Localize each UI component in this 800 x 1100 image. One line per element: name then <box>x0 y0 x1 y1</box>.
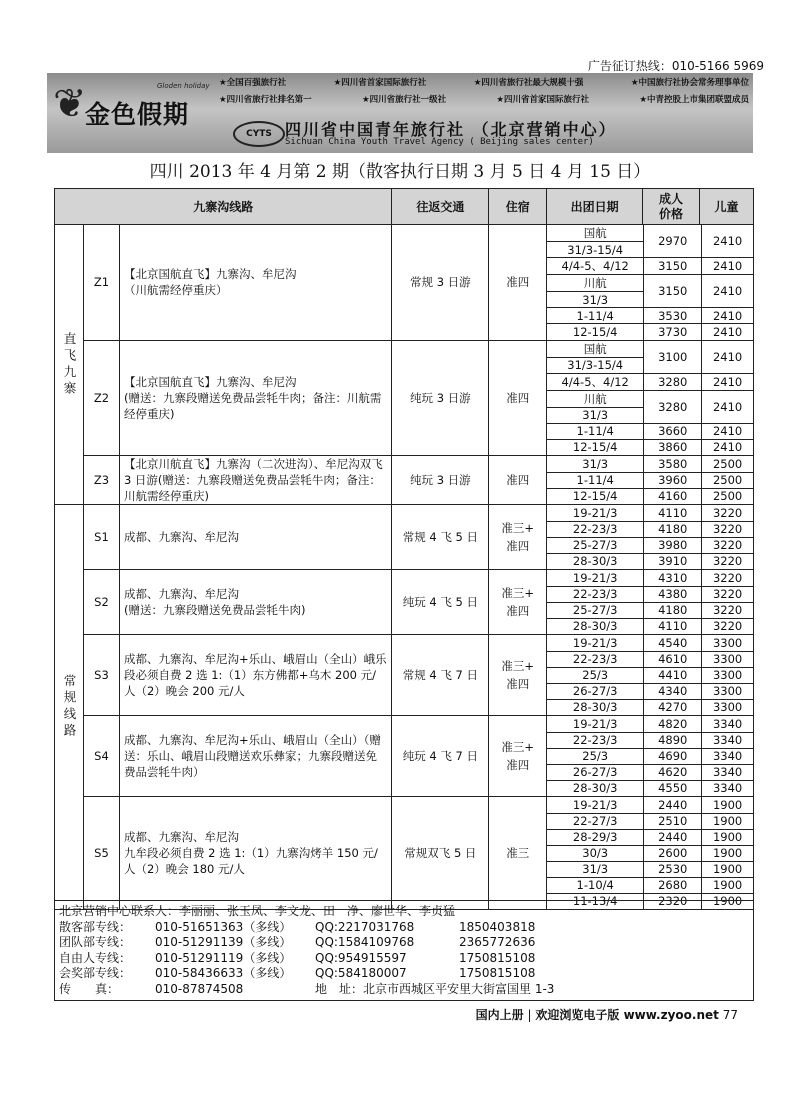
date-row <box>547 813 753 829</box>
departure-date: 4/4-5、4/12 <box>547 373 644 390</box>
route-description: 成都、九寨沟、牟尼沟 <box>119 505 392 570</box>
route-description: 成都、九寨沟、牟尼沟 (赠送：九寨段赠送免费品尝牦牛肉) <box>119 570 392 635</box>
date-row <box>547 308 753 324</box>
date-row <box>547 570 753 586</box>
date-row <box>547 602 753 618</box>
date-row <box>547 521 753 537</box>
departure-date: 31/3-15/4 <box>547 357 644 373</box>
contact-extra: 1750815108 <box>459 950 536 965</box>
date-row <box>547 456 753 472</box>
route-row <box>55 570 754 635</box>
adult-price: 3100 <box>644 341 702 374</box>
date-price-cell <box>547 797 754 910</box>
date-price-cell <box>547 456 754 505</box>
header-child-price: 儿童 <box>700 189 754 225</box>
date-row <box>547 797 753 813</box>
route-description: 【北京川航直飞】九寨沟（二次进沟）、牟尼沟双飞 3 日游(赠送：九寨段赠送免费品尝牦牛肉；备注：川航需经停重庆) <box>119 456 392 505</box>
departure-date: 11-13/4 <box>547 893 644 909</box>
contact-label: 自由人专线： <box>59 950 132 965</box>
adult-price: 4310 <box>644 570 702 586</box>
departure-date: 国航 <box>583 226 607 240</box>
date-row <box>547 324 753 340</box>
contact-phone: 010-51291139（多线） <box>155 935 292 950</box>
contact-line <box>59 935 749 951</box>
departure-date: 22-23/3 <box>547 651 644 667</box>
child-price: 3300 <box>702 683 753 699</box>
route-row <box>55 716 754 797</box>
route-transport: 纯玩 4 飞 5 日 <box>392 570 489 635</box>
adult-price: 2530 <box>644 861 702 877</box>
footer-separator: | <box>527 1008 532 1022</box>
claim: ★四川省旅行社最大规模十强 <box>473 78 584 88</box>
departure-date: 1-11/4 <box>547 308 644 324</box>
child-price: 2410 <box>702 258 753 275</box>
child-price: 3340 <box>702 748 753 764</box>
adult-price: 4270 <box>644 699 702 715</box>
departure-date: 12-15/4 <box>547 488 644 504</box>
date-price-list <box>547 341 753 456</box>
contact-extra: 2365772636 <box>459 935 536 950</box>
date-price-cell <box>547 635 754 716</box>
company-name: 四川省中国青年旅行社 （北京营销中心） <box>285 120 617 139</box>
contact-label: 会奖部专线： <box>59 966 132 981</box>
departure-date: 31/3 <box>547 861 644 877</box>
child-price: 3220 <box>702 586 753 602</box>
adult-price: 4690 <box>644 748 702 764</box>
child-price: 3220 <box>702 570 753 586</box>
footer-section: 国内上册 <box>475 1008 524 1022</box>
contact-qq: QQ:1584109768 <box>315 935 415 950</box>
departure-date: 川航 <box>547 275 644 292</box>
route-description: 成都、九寨沟、牟尼沟+乐山、峨眉山（全山）峨乐段必须自费 2 选 1:（1）东方佛都+乌木 200 元/人（2）晚会 200 元/人 <box>119 635 392 716</box>
header-route: 九寨沟线路 <box>55 189 392 225</box>
child-price: 1900 <box>702 845 753 861</box>
adult-price: 3660 <box>644 423 702 439</box>
route-hotel: 准三+ 准四 <box>489 505 547 570</box>
contact-label: 散客部专线： <box>59 919 132 934</box>
date-row <box>547 732 753 748</box>
date-row <box>547 423 753 439</box>
child-price: 3340 <box>702 780 753 796</box>
child-price: 2410 <box>702 275 753 308</box>
date-row <box>547 877 753 893</box>
child-price: 3220 <box>702 553 753 569</box>
adult-price: 4380 <box>644 586 702 602</box>
departure-date: 28-30/3 <box>547 699 644 715</box>
adult-price: 3150 <box>644 258 702 275</box>
date-price-cell <box>547 340 754 456</box>
departure-date: 31/3 <box>547 292 644 308</box>
date-row <box>547 225 753 242</box>
route-hotel: 准三+ 准四 <box>489 570 547 635</box>
route-hotel: 准四 <box>489 340 547 456</box>
child-price: 3340 <box>702 732 753 748</box>
child-price: 1900 <box>702 861 753 877</box>
fax-label: 传 真： <box>59 981 120 996</box>
price-table <box>54 188 754 910</box>
date-row <box>547 258 753 275</box>
departure-date: 19-21/3 <box>572 635 618 650</box>
date-price-cell <box>547 570 754 635</box>
child-price: 1900 <box>702 797 753 813</box>
date-price-list <box>547 716 753 796</box>
child-price: 2410 <box>702 423 753 439</box>
adult-price: 3280 <box>644 390 702 423</box>
child-price: 2500 <box>702 456 753 472</box>
contact-qq: QQ:954915597 <box>315 950 407 965</box>
contact-qq: QQ:584180007 <box>315 966 407 981</box>
adult-price: 2510 <box>644 813 702 829</box>
child-price: 1900 <box>702 877 753 893</box>
date-price-list <box>547 570 753 634</box>
date-row <box>547 829 753 845</box>
date-price-cell <box>547 505 754 570</box>
child-price: 2500 <box>702 472 753 488</box>
date-row <box>547 667 753 683</box>
page-title: 四川 2013 年 4 月第 2 期（散客执行日期 3 月 5 日 4 月 15 日） <box>149 162 651 182</box>
adult-price: 4820 <box>644 716 702 732</box>
adult-price: 3960 <box>644 472 702 488</box>
adult-price: 2440 <box>644 797 702 813</box>
contact-extra: 1850403818 <box>459 919 536 934</box>
page-number: 77 <box>722 1008 738 1022</box>
child-price: 2500 <box>702 488 753 504</box>
date-row <box>547 683 753 699</box>
child-price: 3220 <box>702 537 753 553</box>
route-transport: 常规 4 飞 7 日 <box>392 635 489 716</box>
route-hotel: 准四 <box>489 456 547 505</box>
departure-date: 25/3 <box>547 748 644 764</box>
date-row <box>547 780 753 796</box>
child-price: 3340 <box>702 764 753 780</box>
contact-line <box>59 951 749 967</box>
route-hotel: 准三 <box>489 797 547 910</box>
departure-date: 川航 <box>547 390 644 407</box>
departure-date: 1-11/4 <box>547 472 644 488</box>
departure-date: 28-30/3 <box>547 553 644 569</box>
header-date: 出团日期 <box>547 189 643 225</box>
route-row <box>55 505 754 570</box>
date-price-list <box>547 456 753 504</box>
child-price: 2410 <box>702 225 753 258</box>
child-price: 2410 <box>702 341 753 374</box>
route-code: S3 <box>83 635 119 716</box>
route-row <box>55 225 754 341</box>
departure-date: 19-21/3 <box>572 797 618 812</box>
adult-price: 2320 <box>644 893 702 909</box>
departure-date: 25-27/3 <box>547 537 644 553</box>
date-row <box>547 845 753 861</box>
child-price: 2410 <box>702 390 753 423</box>
adult-price: 4610 <box>644 651 702 667</box>
date-row <box>547 341 753 358</box>
adult-price: 3150 <box>644 275 702 308</box>
date-row <box>547 553 753 569</box>
page-footer <box>476 1006 738 1023</box>
adult-price: 2970 <box>644 225 702 258</box>
footer-text: 欢迎浏览电子版 www.zyoo.net <box>535 1008 719 1022</box>
departure-date: 12-15/4 <box>547 324 644 340</box>
contact-people: 北京营销中心联系人：李丽丽、张玉凤、李文龙、田 净、廖世华、李贞猛 <box>59 904 456 918</box>
date-row <box>547 275 753 292</box>
claim: ★全国百强旅行社 <box>219 78 287 88</box>
claim: ★四川省旅行社一级社 <box>361 95 447 105</box>
route-code: S2 <box>83 570 119 635</box>
header-banner <box>47 73 753 153</box>
fax-number: 010-87874508 <box>155 981 244 996</box>
date-row <box>547 505 753 521</box>
adult-price: 4540 <box>644 635 702 651</box>
logo-english: Gloden holiday <box>157 82 210 90</box>
adult-price: 3530 <box>644 308 702 324</box>
adult-price: 4340 <box>644 683 702 699</box>
departure-date: 19-21/3 <box>572 505 618 520</box>
route-code: Z2 <box>83 340 119 456</box>
claim: ★四川省旅行社排名第一 <box>219 95 312 105</box>
route-description: 【北京国航直飞】九寨沟、牟尼沟 （川航需经停重庆） <box>119 225 392 341</box>
departure-date: 25-27/3 <box>547 602 644 618</box>
departure-date: 19-21/3 <box>572 570 618 585</box>
route-transport: 纯玩 4 飞 7 日 <box>392 716 489 797</box>
ad-hotline: 广告征订热线：010-5166 5969 <box>587 59 764 73</box>
adult-price: 3860 <box>644 439 702 455</box>
route-description: 【北京国航直飞】九寨沟、牟尼沟 (赠送：九寨段赠送免费品尝牦牛肉；备注：川航需经停重庆) <box>119 340 392 456</box>
route-code: Z1 <box>83 225 119 341</box>
date-row <box>547 748 753 764</box>
departure-date: 22-23/3 <box>547 521 644 537</box>
child-price: 3340 <box>702 716 753 732</box>
date-row <box>547 537 753 553</box>
child-price: 3220 <box>702 521 753 537</box>
adult-price: 2440 <box>644 829 702 845</box>
adult-price: 4180 <box>644 602 702 618</box>
adult-price: 4550 <box>644 780 702 796</box>
departure-date: 30/3 <box>547 845 644 861</box>
adult-price: 4180 <box>644 521 702 537</box>
date-row <box>547 716 753 732</box>
date-price-list <box>547 797 753 909</box>
contact-line <box>59 966 749 982</box>
date-row <box>547 635 753 651</box>
date-row <box>547 373 753 390</box>
contact-phone: 010-51291119（多线） <box>155 950 292 965</box>
adult-price: 3980 <box>644 537 702 553</box>
departure-date: 28-30/3 <box>547 618 644 634</box>
departure-date: 26-27/3 <box>547 683 644 699</box>
child-price: 3220 <box>702 505 753 521</box>
route-code: S5 <box>83 797 119 910</box>
contact-phone: 010-58436633（多线） <box>155 966 292 981</box>
contact-label: 团队部专线： <box>59 935 132 950</box>
route-transport: 常规 4 飞 5 日 <box>392 505 489 570</box>
child-price: 1900 <box>702 893 753 909</box>
adult-price: 4620 <box>644 764 702 780</box>
address: 地 址：北京市西城区平安里大街富国里 1-3 <box>315 981 555 996</box>
adult-price: 4890 <box>644 732 702 748</box>
departure-date: 12-15/4 <box>547 439 644 455</box>
claim: ★四川省首家国际旅行社 <box>496 95 590 105</box>
header-transport: 往返交通 <box>392 189 489 225</box>
date-price-list <box>547 635 753 715</box>
route-code: S4 <box>83 716 119 797</box>
adult-price: 3730 <box>644 324 702 340</box>
child-price: 2410 <box>702 439 753 455</box>
departure-date: 28-30/3 <box>547 780 644 796</box>
departure-date: 19-21/3 <box>572 716 618 731</box>
adult-price: 4110 <box>644 505 702 521</box>
claim: ★四川省首家国际旅行社 <box>333 78 427 88</box>
date-price-cell <box>547 225 754 341</box>
departure-date: 28-29/3 <box>547 829 644 845</box>
route-transport: 纯玩 3 日游 <box>392 340 489 456</box>
category-label: 常规线路 <box>55 505 84 910</box>
child-price: 3300 <box>702 651 753 667</box>
child-price: 2410 <box>702 308 753 324</box>
date-row <box>547 618 753 634</box>
date-row <box>547 764 753 780</box>
adult-price: 2680 <box>644 877 702 893</box>
contact-box <box>54 900 754 1001</box>
cyts-logo-icon: CYTS <box>233 121 285 147</box>
contact-extra: 1750815108 <box>459 966 536 981</box>
date-row <box>547 699 753 715</box>
departure-date: 22-23/3 <box>547 732 644 748</box>
departure-date: 31/3 <box>582 456 609 471</box>
child-price: 2410 <box>702 324 753 340</box>
butterfly-logo-icon: ❦ <box>53 81 87 127</box>
category-label: 直飞九寨 <box>55 225 84 505</box>
company-name-en: Sichuan China Youth Travel Agency ( Beijing sales center) <box>285 137 594 147</box>
route-row <box>55 635 754 716</box>
child-price: 2410 <box>702 373 753 390</box>
route-hotel: 准三+ 准四 <box>489 716 547 797</box>
date-price-list <box>547 225 753 340</box>
contact-line <box>59 982 749 998</box>
adult-price: 3580 <box>644 456 702 472</box>
departure-date: 1-11/4 <box>547 423 644 439</box>
route-transport: 常规 3 日游 <box>392 225 489 341</box>
child-price: 3220 <box>702 602 753 618</box>
departure-date: 国航 <box>583 341 607 356</box>
claims <box>219 76 749 110</box>
date-row <box>547 651 753 667</box>
adult-price: 2600 <box>644 845 702 861</box>
contact-qq: QQ:2217031768 <box>315 919 415 934</box>
route-description: 成都、九寨沟、牟尼沟+乐山、峨眉山（全山）（赠送：乐山、峨眉山段赠送欢乐彝家；九寨段赠送免费品尝牦牛肉） <box>119 716 392 797</box>
route-row <box>55 340 754 456</box>
child-price: 1900 <box>702 829 753 845</box>
departure-date: 26-27/3 <box>547 764 644 780</box>
route-row <box>55 456 754 505</box>
header-hotel: 住宿 <box>489 189 547 225</box>
contact-phone: 010-51651363（多线） <box>155 919 292 934</box>
contact-line <box>59 920 749 936</box>
departure-date: 22-27/3 <box>547 813 644 829</box>
departure-date: 31/3-15/4 <box>547 242 644 258</box>
departure-date: 31/3 <box>547 407 644 423</box>
adult-price: 3280 <box>644 373 702 390</box>
date-price-cell <box>547 716 754 797</box>
departure-date: 1-10/4 <box>547 877 644 893</box>
route-code: Z3 <box>83 456 119 505</box>
date-price-list <box>547 505 753 569</box>
logo-text: 金色假期 <box>85 100 190 129</box>
route-code: S1 <box>83 505 119 570</box>
departure-date: 22-23/3 <box>547 586 644 602</box>
date-row <box>547 586 753 602</box>
departure-date: 4/4-5、4/12 <box>547 258 644 275</box>
route-transport: 纯玩 3 日游 <box>392 456 489 505</box>
date-row <box>547 861 753 877</box>
route-hotel: 准四 <box>489 225 547 341</box>
date-row <box>547 390 753 407</box>
route-description: 成都、九寨沟、牟尼沟 九牟段必须自费 2 选 1:（1）九寨沟烤羊 150 元/人（2）晚会 180 元/人 <box>119 797 392 910</box>
claim: ★中青控股上市集团联盟成员 <box>639 95 749 105</box>
child-price: 3300 <box>702 667 753 683</box>
departure-date: 25/3 <box>547 667 644 683</box>
child-price: 3300 <box>702 699 753 715</box>
claim: ★中国旅行社协会常务理事单位 <box>630 78 749 88</box>
child-price: 3220 <box>702 618 753 634</box>
date-row <box>547 472 753 488</box>
adult-price: 3910 <box>644 553 702 569</box>
header-adult-price: 成人 价格 <box>643 189 700 225</box>
adult-price: 4160 <box>644 488 702 504</box>
adult-price: 4110 <box>644 618 702 634</box>
route-transport: 常规双飞 5 日 <box>392 797 489 910</box>
route-row <box>55 797 754 910</box>
adult-price: 4410 <box>644 667 702 683</box>
child-price: 3300 <box>702 635 753 651</box>
route-hotel: 准三+ 准四 <box>489 635 547 716</box>
date-row <box>547 488 753 504</box>
date-row <box>547 439 753 455</box>
child-price: 1900 <box>702 813 753 829</box>
